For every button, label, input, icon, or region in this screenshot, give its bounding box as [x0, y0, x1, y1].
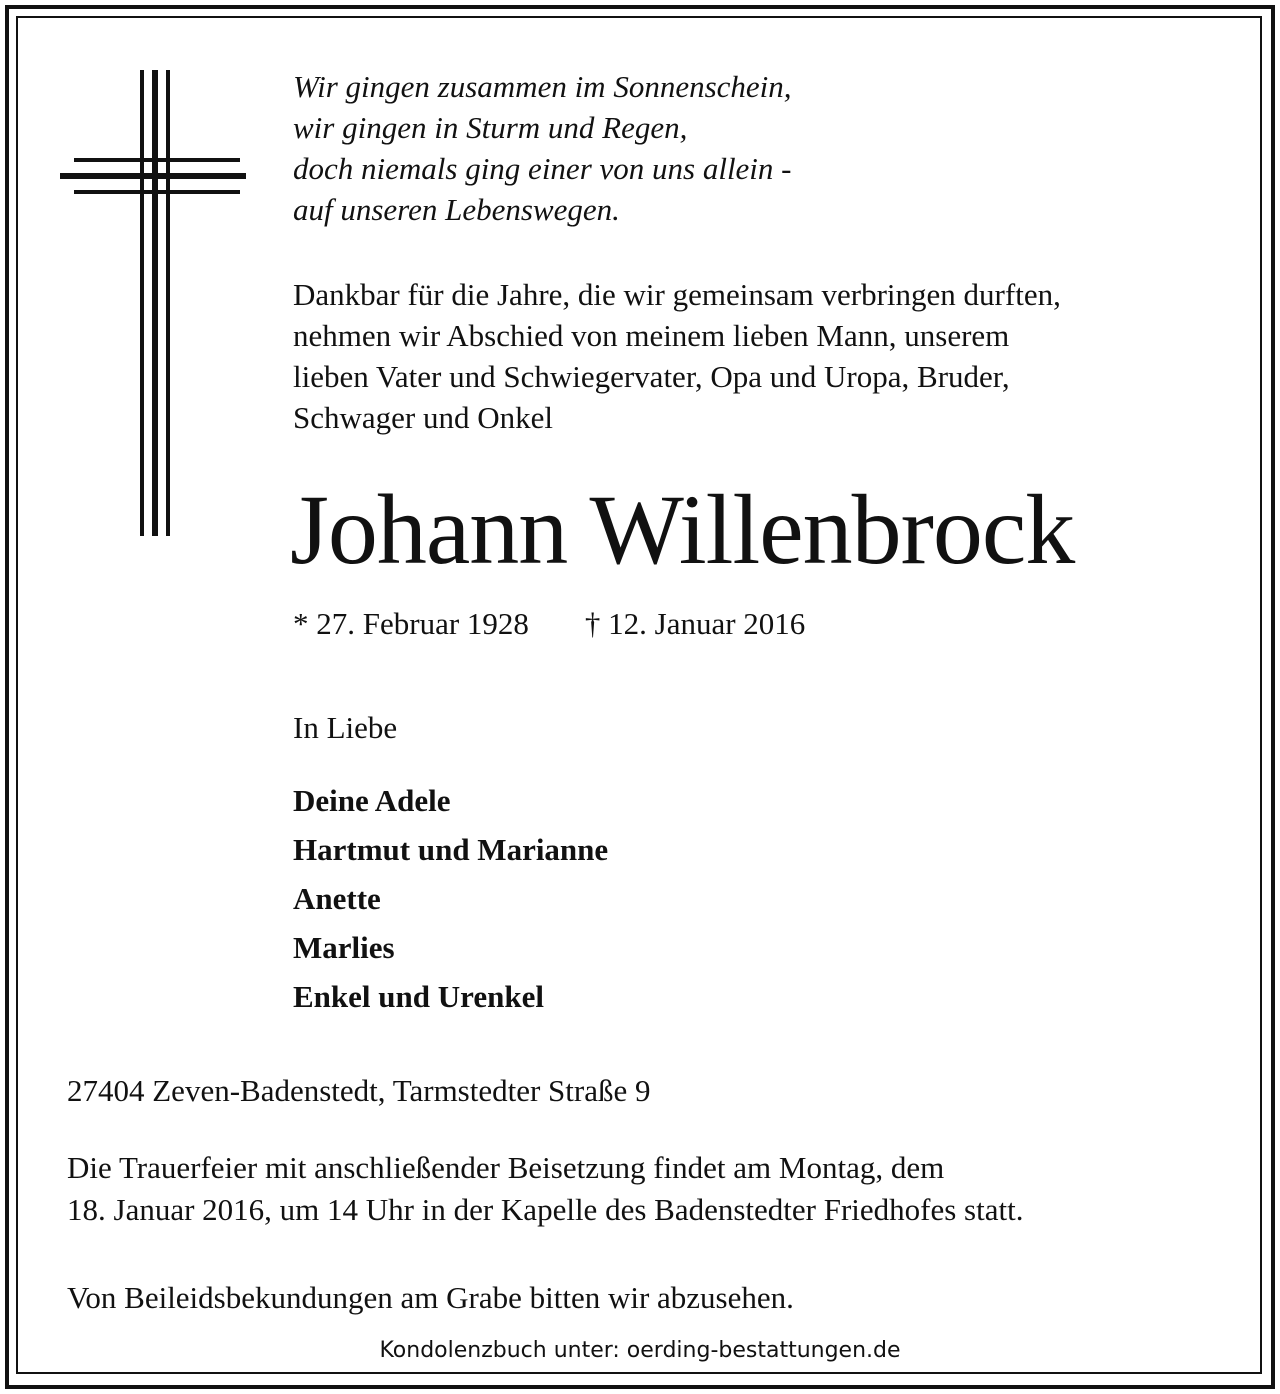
intro-line: Dankbar für die Jahre, die wir gemeinsam verbringen durften,	[293, 277, 1061, 312]
address: 27404 Zeven-Badenstedt, Tarmstedter Straße 9	[67, 1073, 651, 1108]
family-member: Marlies	[293, 930, 395, 965]
family-member: Enkel und Urenkel	[293, 979, 544, 1014]
funeral-notice	[67, 1147, 1023, 1231]
condolence-request: Von Beileidsbekundungen am Grabe bitten wir abzusehen.	[67, 1280, 794, 1315]
family-member: Anette	[293, 881, 381, 916]
closing-phrase: In Liebe	[293, 710, 398, 745]
poem-line: Wir gingen zusammen im Sonnenschein,	[293, 69, 792, 104]
intro-line: nehmen wir Abschied von meinem lieben Mann, unserem	[293, 318, 1010, 353]
death-date: † 12. Januar 2016	[584, 606, 806, 641]
poem-line: doch niemals ging einer von uns allein -	[293, 151, 792, 186]
birth-date: * 27. Februar 1928	[293, 606, 529, 641]
family-list	[293, 776, 608, 1021]
deceased-name: Johann Willenbrock	[290, 474, 1075, 585]
poem	[293, 66, 792, 230]
family-member: Deine Adele	[293, 783, 451, 818]
poem-line: auf unseren Lebenswegen.	[293, 192, 620, 227]
poem-line: wir gingen in Sturm und Regen,	[293, 110, 688, 145]
life-dates	[293, 604, 805, 644]
cross-icon	[60, 70, 246, 540]
family-member: Hartmut und Marianne	[293, 832, 609, 867]
funeral-line: Die Trauerfeier mit anschließender Beisetzung findet am Montag, dem	[67, 1150, 945, 1185]
intro-text	[293, 274, 1061, 438]
condolence-book-link: Kondolenzbuch unter: oerding-bestattungen.de	[379, 1338, 901, 1363]
funeral-line: 18. Januar 2016, um 14 Uhr in der Kapelle des Badenstedter Friedhofes statt.	[67, 1192, 1024, 1227]
intro-line: Schwager und Onkel	[293, 400, 553, 435]
intro-line: lieben Vater und Schwiegervater, Opa und Uropa, Bruder,	[293, 359, 1010, 394]
